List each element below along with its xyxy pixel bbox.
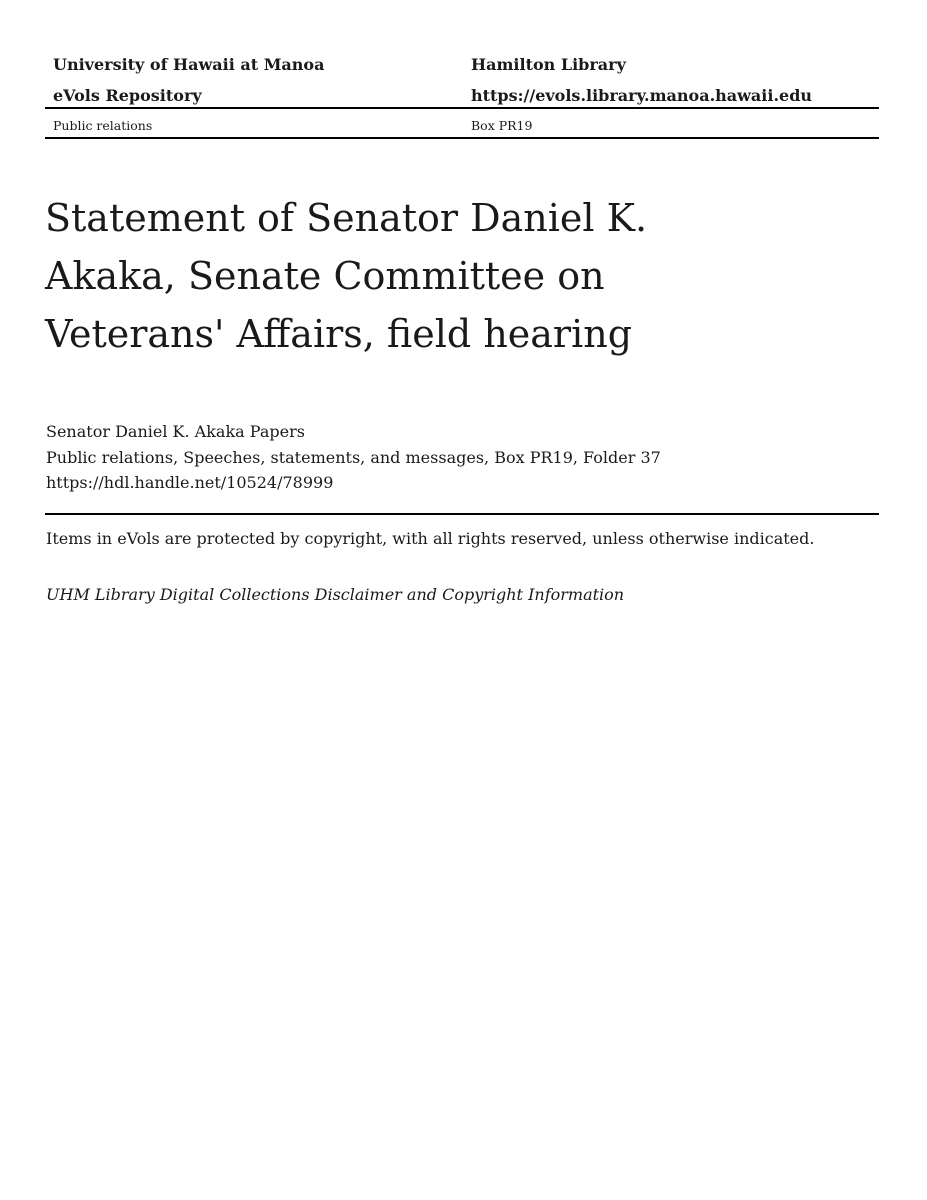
header-bottom-divider [45,137,879,139]
repository-name: eVols Repository [53,86,202,105]
handle-link[interactable]: https://hdl.handle.net/10524/78999 [46,473,334,492]
body-divider [45,513,879,515]
disclaimer-link[interactable]: UHM Library Digital Collections Disclaimer and Copyright Information [46,585,625,604]
copyright-notice: Items in eVols are protected by copyright, with all rights reserved, unless otherwise indicated. [46,529,815,548]
box-label: Box PR19 [471,118,533,133]
document-title: Statement of Senator Daniel K. Akaka, Senate Committee on Veterans' Affairs, field hearing [45,196,648,356]
library-name: Hamilton Library [471,55,626,74]
institution-name: University of Hawaii at Manoa [53,55,325,74]
repository-url-link[interactable]: https://evols.library.manoa.hawaii.edu [471,86,813,105]
header-divider [45,107,879,109]
collection-name: Senator Daniel K. Akaka Papers [46,422,305,441]
series-label: Public relations [53,118,153,133]
folder-location: Public relations, Speeches, statements, and messages, Box PR19, Folder 37 [46,448,661,467]
